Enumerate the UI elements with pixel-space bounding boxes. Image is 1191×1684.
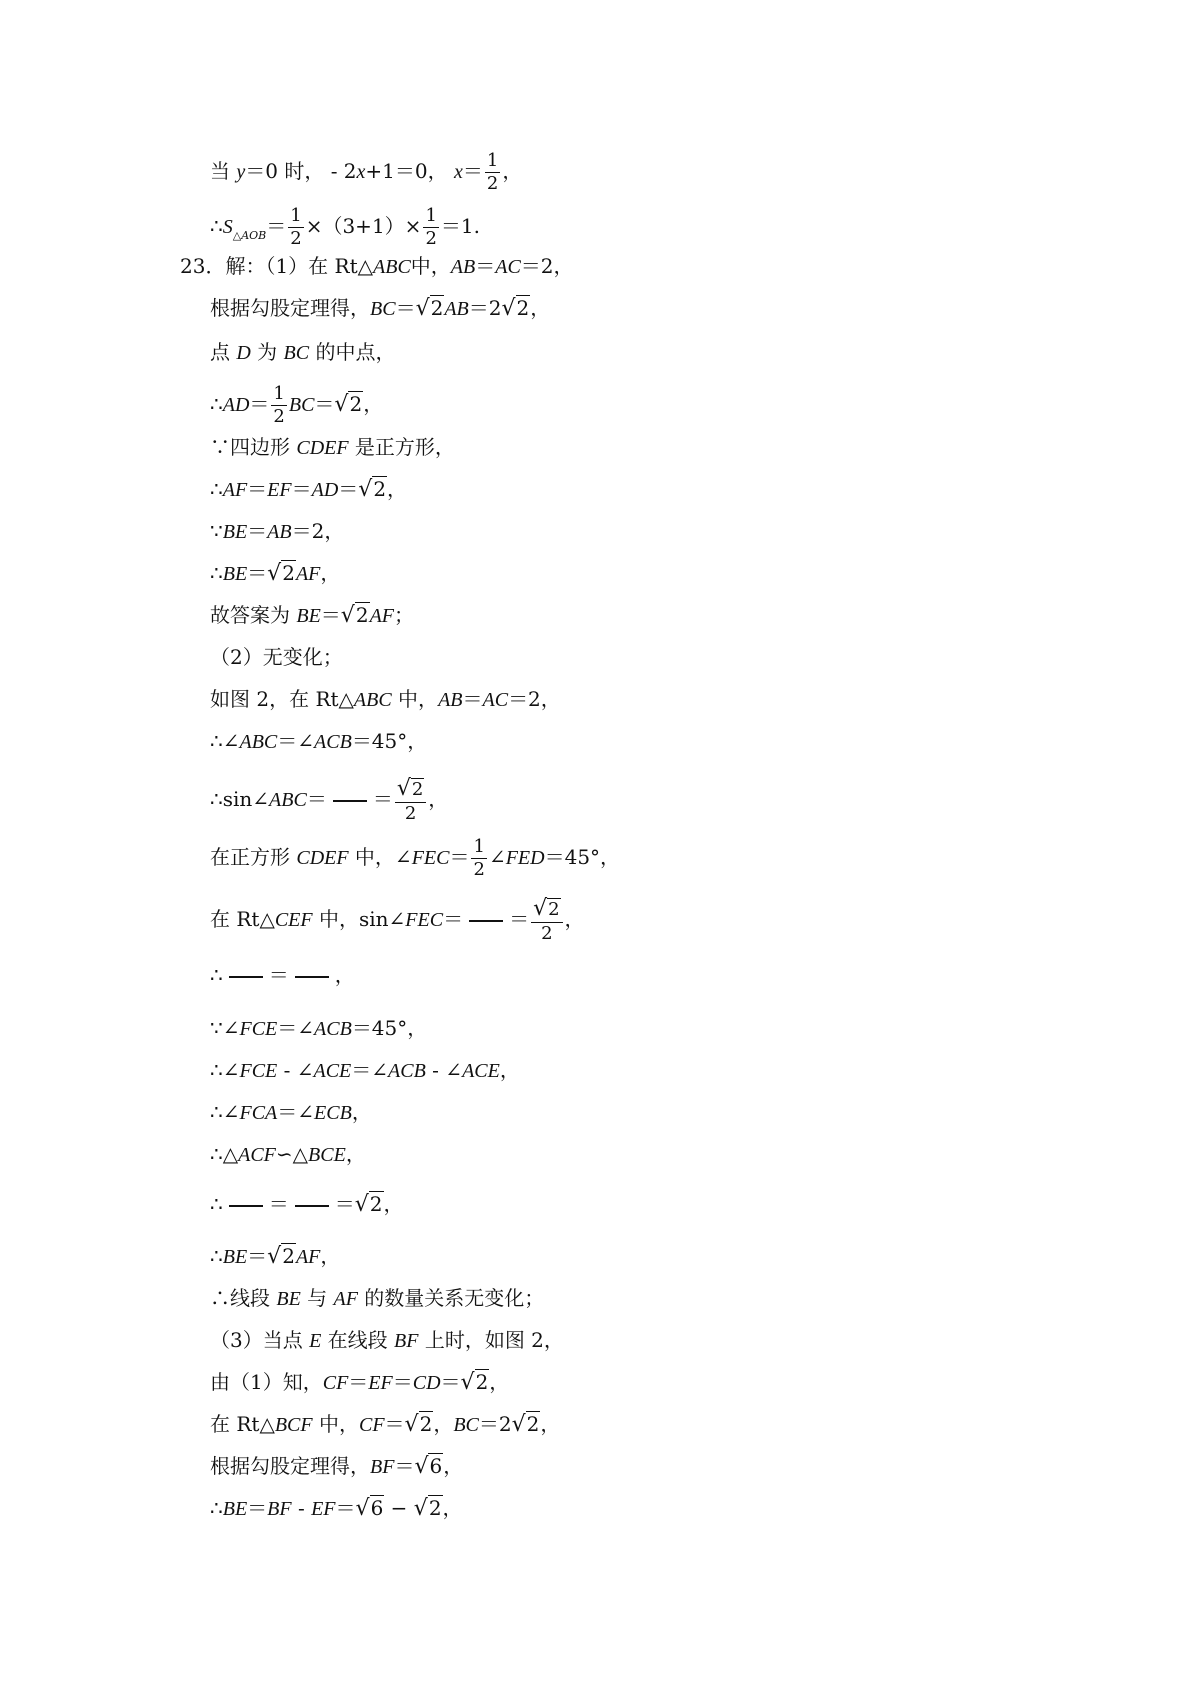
empty-fraction-bar [229,976,263,978]
square-root: √2 [415,296,444,321]
text-line: ∴BE＝√2AF， [210,1241,340,1272]
text-line: 故答案为 BE＝√2AF； [210,600,414,631]
text-line: ∵∠FCE＝∠ACB＝45°， [210,1016,428,1040]
empty-fraction-bar [295,1205,329,1207]
text-line: 在 Rt△CEF 中，sin∠FEC＝ ＝ $\frac{√2}{2}$ ， [210,896,585,944]
empty-fraction-bar [469,920,503,922]
square-root: √2 [354,1192,383,1217]
text-line: ∴ ＝ ， [210,963,355,987]
square-root: √2 [267,561,295,586]
square-root: √6 [355,1496,384,1521]
text-line: 根据勾股定理得，BF＝√6， [210,1451,463,1482]
text-line: 如图 2，在 Rt△ABC 中，AB＝AC＝2， [210,687,561,711]
text-line: ∴AF＝EF＝AD＝√2， [210,474,407,505]
square-root: √2 [404,1412,433,1437]
text-line: ∴sin∠ABC＝ ＝ $\frac{√2}{2}$ ， [210,776,449,824]
square-root: √2 [267,1244,295,1269]
text-line: ∴∠FCE ‐ ∠ACE＝∠ACB ‐ ∠ACE， [210,1058,520,1082]
text-line: 点 D 为 BC 的中点， [210,340,396,364]
fraction: $\frac{1}{2}$ [425,205,437,249]
text-line: 在正方形 CDEF 中，∠FEC＝ $\frac{1}{2}$ ∠FED＝45°， [210,836,621,880]
text-line: ∴∠FCA＝∠ECB， [210,1100,372,1124]
text-line: 由（1）知，CF＝EF＝CD＝√2， [210,1367,509,1398]
square-root: √2 [340,603,369,628]
text-line: 根据勾股定理得，BC＝√2AB＝2√2， [210,293,550,324]
text-line: 在 Rt△BCF 中，CF＝√2，BC＝2√2， [210,1409,560,1440]
square-root: √2 [511,1412,540,1437]
problem-heading: 23．解：（1）在 Rt△ABC中，AB＝AC＝2， [180,254,574,278]
text-line: ∴线段 BE 与 AF 的数量关系无变化； [210,1286,545,1310]
square-root: √2 [460,1370,489,1395]
square-root: √2 [334,392,363,417]
text-line: （2）无变化； [210,645,343,669]
fraction: $\frac{√2}{2}$ [395,778,426,823]
fraction: $\frac{1}{2}$ [273,383,285,427]
text-line: 当 y＝0 时， ‐ 2x+1＝0， x＝ $\frac{1}{2}$ ， [210,150,523,194]
text-line: （3）当点 E 在线段 BF 上时，如图 2， [210,1328,564,1352]
empty-fraction-bar [295,976,329,978]
fraction: $\frac{√2}{2}$ [531,898,562,943]
empty-fraction-bar [229,1205,263,1207]
text-line: ∴BE＝√2AF， [210,558,340,589]
fraction: $\frac{1}{2}$ [290,205,302,249]
empty-fraction-bar [333,800,367,802]
square-root: √2 [358,477,387,502]
text-line: ∴ ＝ ＝√2， [210,1189,404,1220]
square-root: √2 [413,1496,442,1521]
fraction: $\frac{1}{2}$ [473,836,485,880]
square-root: √6 [414,1454,443,1479]
fraction: $\frac{1}{2}$ [486,150,499,194]
text-line: ∴AD＝ $\frac{1}{2}$ BC＝√2， [210,383,384,427]
text-line: ∴BE＝BF ‐ EF＝√6 − √2， [210,1493,463,1524]
text-line: ∵四边形 CDEF 是正方形， [210,435,455,459]
square-root: √2 [501,296,530,321]
text-line: $\therefore S_{\triangle AOB}=$ $\frac{1}{2}$ ×（3+1）× $\frac{1}{2}$ ＝1. [210,205,480,249]
text-line: ∴△ACF∽△BCE， [210,1142,366,1166]
text-line: ∴∠ABC＝∠ACB＝45°， [210,729,428,753]
text-line: ∵BE＝AB＝2， [210,519,345,543]
